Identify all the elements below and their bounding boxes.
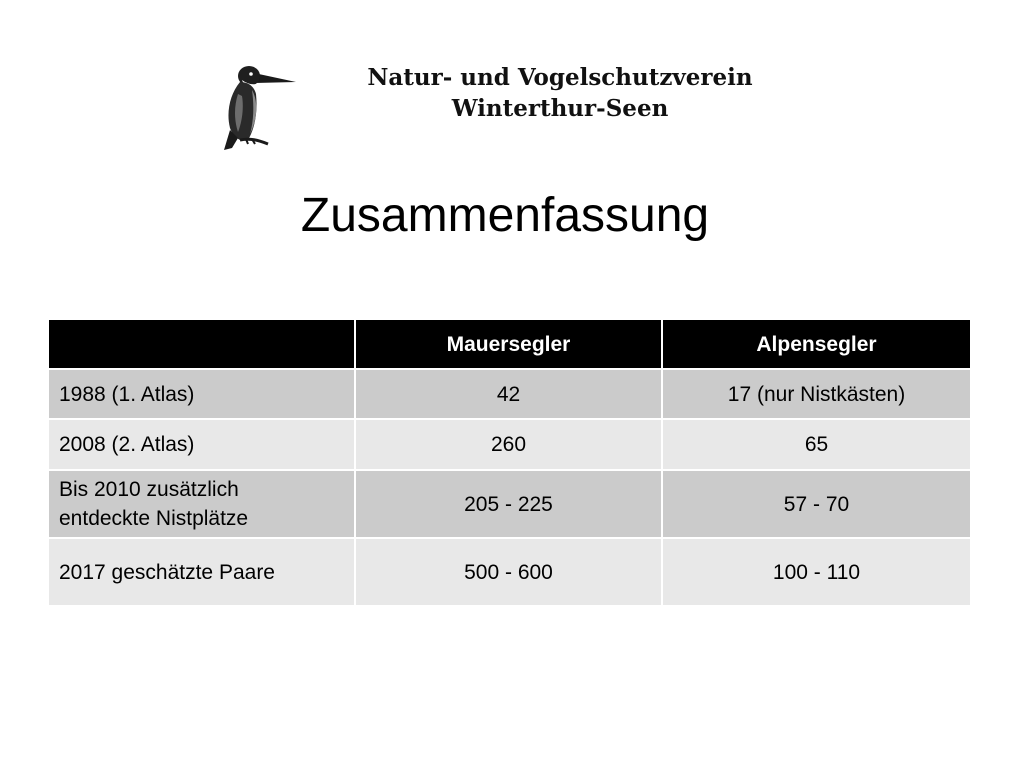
- mauersegler-value: 260: [355, 419, 662, 470]
- table-row: [48, 470, 971, 538]
- column-header-empty: [48, 319, 355, 369]
- row-label: 2017 geschätzte Paare: [48, 538, 355, 606]
- mauersegler-value: 205 - 225: [355, 470, 662, 538]
- table-row: [48, 369, 971, 419]
- row-label: 2008 (2. Atlas): [48, 419, 355, 470]
- row-label-line-1: Bis 2010 zusätzlich: [59, 478, 239, 501]
- organization-name: [300, 62, 820, 124]
- org-line-1: Natur- und Vogelschutzverein: [367, 64, 753, 91]
- org-line-2: Winterthur-Seen: [451, 95, 669, 122]
- alpensegler-value: 65: [662, 419, 971, 470]
- alpensegler-value: 57 - 70: [662, 470, 971, 538]
- alpensegler-value: 100 - 110: [662, 538, 971, 606]
- mauersegler-value: 500 - 600: [355, 538, 662, 606]
- table-header-row: [48, 319, 971, 369]
- page-title: Zusammenfassung: [300, 189, 710, 242]
- alpensegler-value: 17 (nur Nistkästen): [662, 369, 971, 419]
- row-label: 1988 (1. Atlas): [48, 369, 355, 419]
- row-label-line-2: entdeckte Nistplätze: [59, 507, 249, 530]
- table-row: [48, 419, 971, 470]
- column-header-mauersegler: Mauersegler: [355, 319, 662, 369]
- column-header-alpensegler: Alpensegler: [662, 319, 971, 369]
- kingfisher-bird-icon: [218, 60, 300, 152]
- mauersegler-value: 42: [355, 369, 662, 419]
- summary-table: [47, 318, 972, 607]
- table-row: [48, 538, 971, 606]
- row-label: [48, 470, 355, 538]
